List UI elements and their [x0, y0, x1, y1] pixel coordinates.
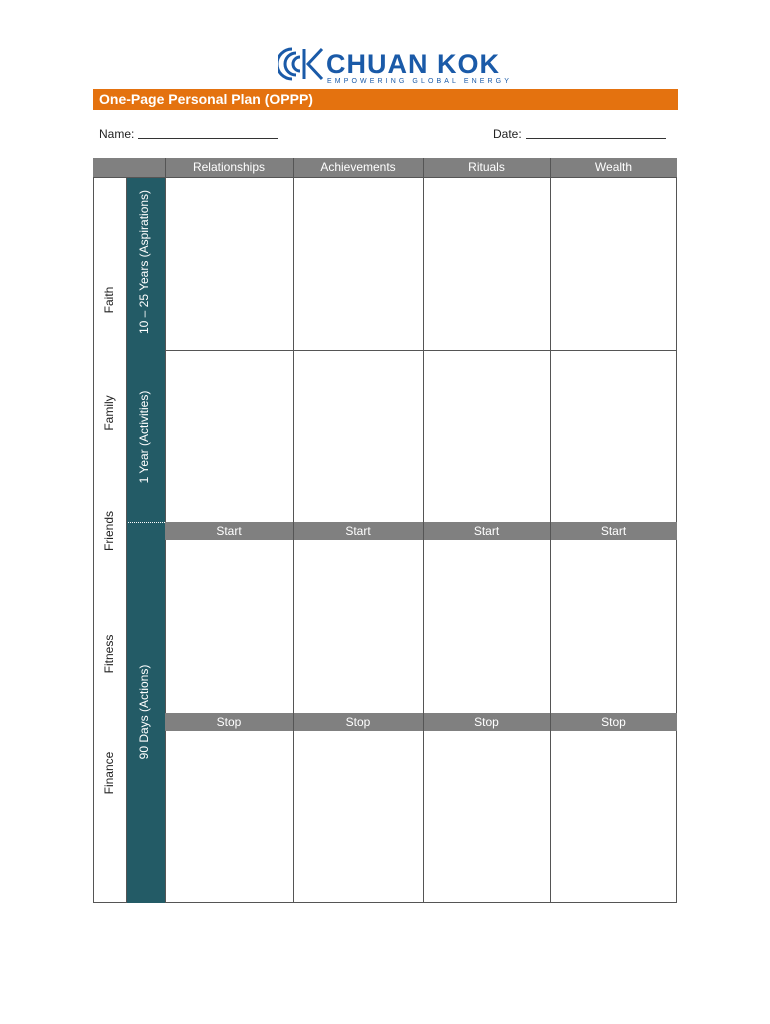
company-logo — [278, 40, 512, 90]
divider-line — [293, 522, 294, 540]
start-label-achievements: Start — [293, 522, 423, 540]
stop-label-wealth: Stop — [550, 713, 677, 731]
timeframe-divider — [126, 522, 165, 523]
divider-line — [423, 713, 424, 731]
name-label: Name: — [99, 127, 135, 141]
name-field[interactable] — [99, 127, 278, 141]
page-title: One-Page Personal Plan (OPPP) — [99, 91, 313, 107]
column-header-relationships: Relationships — [192, 160, 266, 174]
logo-name: CHUAN KOK — [326, 49, 500, 79]
start-label-relationships: Start — [165, 522, 293, 540]
column-header-rituals: Rituals — [468, 160, 505, 174]
name-line[interactable] — [138, 127, 278, 139]
divider-line — [126, 177, 127, 903]
divider-line — [165, 350, 677, 351]
ck-logo-icon — [278, 46, 324, 82]
date-label: Date: — [493, 127, 522, 141]
date-field[interactable] — [493, 127, 666, 141]
column-header-wealth: Wealth — [594, 160, 633, 174]
divider-line — [93, 177, 677, 178]
area-label-faith: Faith — [102, 286, 116, 314]
start-label-rituals: Start — [423, 522, 550, 540]
title-bar — [93, 89, 678, 110]
stop-label-relationships: Stop — [165, 713, 293, 731]
stop-label-rituals: Stop — [423, 713, 550, 731]
stop-label-achievements: Stop — [293, 713, 423, 731]
date-line[interactable] — [526, 127, 666, 139]
column-header-achievements: Achievements — [320, 160, 396, 174]
timeframe-aspirations: 10 – 25 Years (Aspirations) — [137, 189, 151, 335]
start-label-wealth: Start — [550, 522, 677, 540]
logo-tagline: EMPOWERING GLOBAL ENERGY — [327, 78, 512, 85]
area-label-friends: Friends — [102, 511, 116, 552]
divider-line — [550, 713, 551, 731]
timeframe-activities: 1 Year (Activities) — [137, 390, 151, 484]
area-label-family: Family — [102, 395, 116, 431]
divider-line — [423, 522, 424, 540]
divider-line — [293, 713, 294, 731]
area-label-fitness: Fitness — [102, 634, 116, 674]
timeframe-actions: 90 Days (Actions) — [137, 664, 151, 760]
area-label-finance: Finance — [102, 751, 116, 795]
divider-line — [550, 522, 551, 540]
